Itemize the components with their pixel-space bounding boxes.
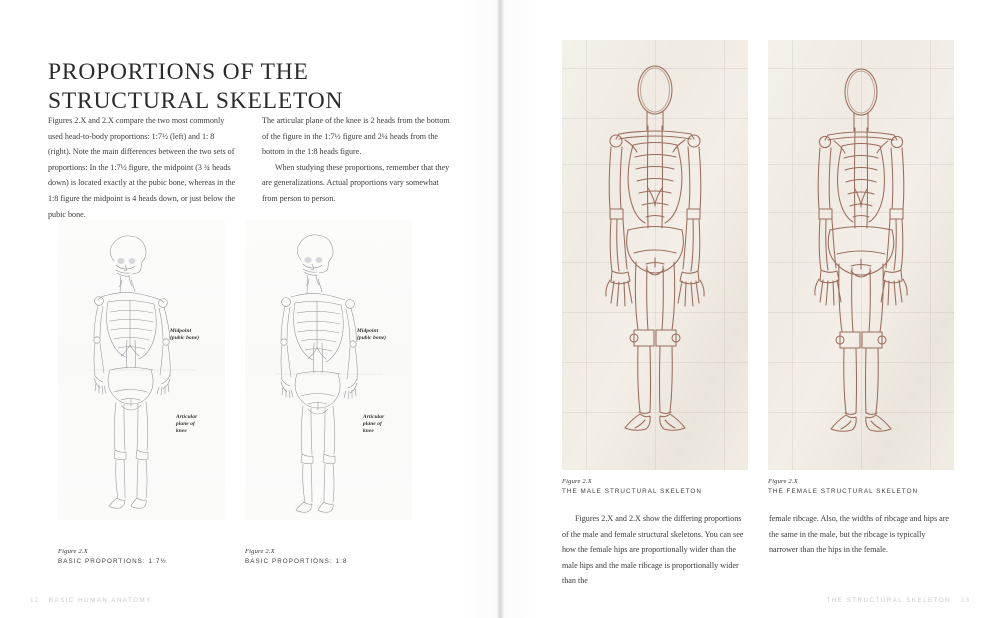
page-title-line-1: PROPORTIONS OF THE bbox=[48, 59, 309, 85]
paragraph: The articular plane of the knee is 2 heads from the bottom of the figure in the 1:7½ figure and 2¼ heads from the bottom in the 1:8 heads figure. bbox=[262, 116, 450, 157]
female-structural-skeleton-drawing bbox=[768, 40, 954, 470]
figure-caption-male bbox=[562, 478, 748, 495]
running-head: THE STRUCTURAL SKELETON bbox=[826, 597, 952, 604]
paragraph: female ribcage. Also, the widths of ribcage and hips are the same in the male, but the ribcage is typically narrower than the hips in the female. bbox=[769, 514, 950, 555]
figure-caption-8 bbox=[245, 548, 412, 565]
figure-caption-text: THE FEMALE STRUCTURAL SKELETON bbox=[768, 487, 919, 495]
figure-caption-7half bbox=[58, 548, 225, 565]
right-figure-captions bbox=[562, 478, 954, 495]
running-head: BASIC HUMAN ANATOMY bbox=[48, 597, 152, 604]
page-title bbox=[48, 58, 448, 115]
annotation-midpoint: Midpoint (pubic bone) bbox=[357, 328, 387, 342]
figure-label: Figure 2.X bbox=[768, 478, 798, 485]
figure-panel-proportions-7half bbox=[58, 220, 225, 520]
figure-caption-text: BASIC PROPORTIONS: 1:7½ bbox=[58, 557, 167, 565]
body-column-2 bbox=[769, 511, 954, 589]
figure-label: Figure 2.X bbox=[58, 548, 88, 555]
page-title-line-2: STRUCTURAL SKELETON bbox=[48, 87, 344, 114]
figure-panel-female-skeleton bbox=[768, 40, 954, 470]
body-text-columns bbox=[48, 113, 452, 222]
paragraph: When studying these proportions, remember that they are generalizations. Actual proportions vary somewhat from person to person. bbox=[262, 162, 450, 204]
annotation-midpoint: Midpoint (pubic bone) bbox=[170, 328, 200, 342]
right-page bbox=[500, 0, 1000, 618]
left-figure-panels bbox=[58, 220, 452, 520]
pencil-skeleton-drawing-7half bbox=[58, 220, 225, 520]
left-page-footer bbox=[30, 597, 152, 604]
annotation-articular-plane: Articular plane of knee bbox=[363, 414, 385, 435]
paragraph: Figures 2.X and 2.X show the differing proportions of the male and female structural skeletons. You can see how the female hips are proportionally wider than the male hips and the male ribcage is proportionally wider than the bbox=[562, 514, 744, 586]
body-column-2 bbox=[262, 113, 452, 222]
figure-label: Figure 2.X bbox=[245, 548, 275, 555]
figure-panel-male-skeleton bbox=[562, 40, 748, 470]
folio-number: 13 bbox=[961, 597, 970, 604]
right-figure-panels bbox=[562, 40, 954, 470]
paragraph: Figures 2.X and 2.X compare the two most commonly used head-to-body proportions: 1:7½ (left) and 1: 8 (right). Note the main differences between the two sets of proportions: In the 1:7½ figure, the midpoint (3 ¾ heads down) is located exactly at the pubic bone, whereas in the 1:8 figure the midpoint is 4 heads down, or just below the pubic bone. bbox=[48, 116, 236, 219]
folio-number: 12 bbox=[30, 597, 39, 604]
figure-caption-text: BASIC PROPORTIONS: 1:8 bbox=[245, 557, 348, 565]
body-column-1 bbox=[48, 113, 238, 222]
body-column-1 bbox=[562, 511, 747, 589]
right-page-footer bbox=[827, 597, 970, 604]
figure-caption-female bbox=[768, 478, 954, 495]
right-body-text-columns bbox=[562, 511, 954, 589]
figure-panel-proportions-8 bbox=[245, 220, 412, 520]
annotation-articular-plane: Articular plane of knee bbox=[176, 414, 198, 435]
pencil-skeleton-drawing-8 bbox=[245, 220, 412, 520]
figure-label: Figure 2.X bbox=[562, 478, 592, 485]
male-structural-skeleton-drawing bbox=[562, 40, 748, 470]
figure-caption-text: THE MALE STRUCTURAL SKELETON bbox=[562, 487, 702, 495]
left-figure-captions bbox=[58, 548, 452, 565]
